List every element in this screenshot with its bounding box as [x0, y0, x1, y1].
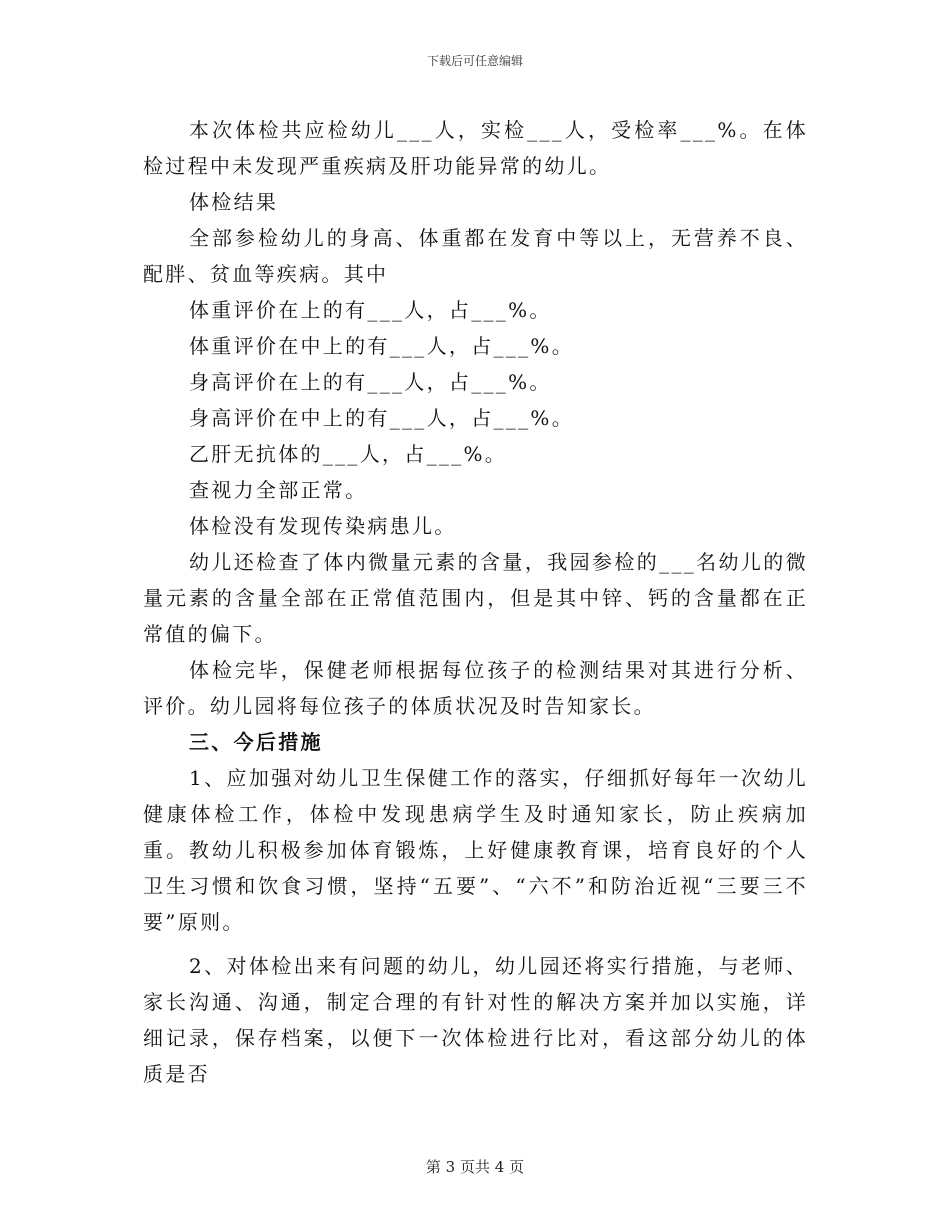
page-footer: 第 3 页共 4 页 — [425, 1158, 525, 1176]
paragraph-results-summary: 全部参检幼儿的身高、体重都在发育中等以上，无营养不良、配胖、贫血等疾病。其中 — [143, 226, 808, 286]
paragraph-weight-upper-middle: 体重评价在中上的有___人，占___%。 — [189, 334, 575, 358]
paragraph-height-top: 身高评价在上的有___人，占___%。 — [189, 370, 552, 394]
paragraph-vision: 查视力全部正常。 — [189, 478, 368, 502]
paragraph-measure-1: 1、应加强对幼儿卫生保健工作的落实，仔细抓好每年一次幼儿健康体检工作，体检中发现患病学生及时通知家长，防止疾病加重。教幼儿积极参加体育锻炼，上好健康教育课，培育良好的个人卫生习惯和饮食习惯，坚持“五要”、“六不”和防治近视“三要三不要”原则。 — [143, 766, 808, 934]
paragraph-results-title: 体检结果 — [189, 190, 279, 214]
page-header: 下载后可任意编辑 — [426, 54, 523, 68]
paragraph-height-upper-middle: 身高评价在中上的有___人，占___%。 — [189, 406, 575, 430]
paragraph-hepatitis-b: 乙肝无抗体的___人，占___%。 — [189, 442, 508, 466]
paragraph-evaluation: 体检完毕，保健老师根据每位孩子的检测结果对其进行分析、评价。幼儿园将每位孩子的体质状况及时告知家长。 — [143, 658, 808, 718]
paragraph-exam-count: 本次体检共应检幼儿___人，实检___人，受检率___%。在体检过程中未发现严重疾病及肝功能异常的幼儿。 — [143, 118, 808, 178]
paragraph-weight-top: 体重评价在上的有___人，占___%。 — [189, 298, 552, 322]
section-heading-future-measures: 三、今后措施 — [189, 730, 323, 754]
paragraph-infectious: 体检没有发现传染病患儿。 — [189, 514, 457, 538]
paragraph-trace-elements: 幼儿还检查了体内微量元素的含量，我园参检的___名幼儿的微量元素的含量全部在正常值范围内，但是其中锌、钙的含量都在正常值的偏下。 — [143, 550, 808, 646]
document-body — [143, 112, 808, 1092]
paragraph-measure-2: 2、对体检出来有问题的幼儿，幼儿园还将实行措施，与老师、家长沟通、沟通，制定合理的有针对性的解决方案并加以实施，详细记录，保存档案，以便下一次体检进行比对，看这部分幼儿的体质是否 — [143, 954, 808, 1086]
